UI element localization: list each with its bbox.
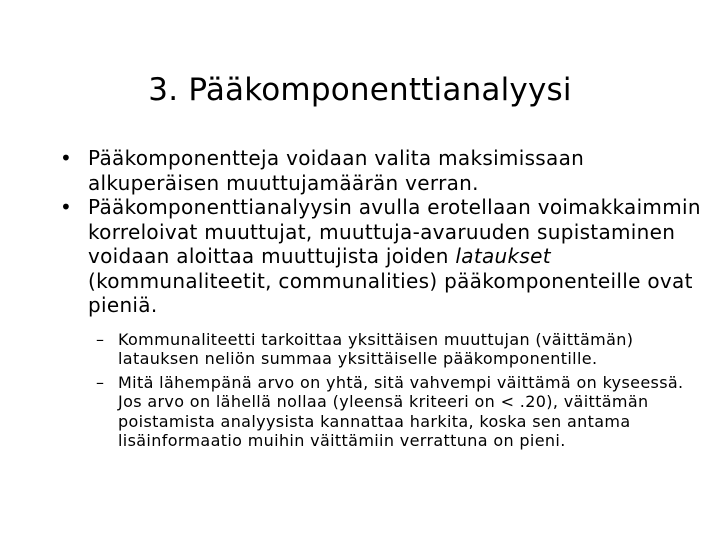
bullet-item-1: [58, 146, 708, 195]
bullet-text-1: Pääkomponentteja voidaan valita maksimissaan alkuperäisen muuttujamäärän verran.: [88, 146, 585, 195]
bullet-marker: •: [60, 195, 73, 219]
bullet-text-2-end: (kommunaliteetit, communalities) pääkomponenteille ovat pieniä.: [88, 268, 693, 317]
subbullet-item-1: [88, 330, 708, 369]
subbullet-text-2: Mitä lähempänä arvo on yhtä, sitä vahvempi väittämä on kyseessä. Jos arvo on lähellä nollaa (yleensä kriteeri on < .20), väittämän poistamista analyysista kannattaa harkita, koska sen antama lisäinformaatio muihin väittämiin verrattuna on pieni.: [118, 372, 684, 450]
bullet-marker: •: [60, 146, 73, 170]
bullet-text-2-emphasis: lataukset: [455, 244, 551, 268]
subbullet-list: [88, 330, 708, 451]
slide-title: 3. Pääkomponenttianalyysi: [148, 72, 572, 108]
bullet-text-2-start: Pääkomponenttianalyysin avulla erotellaan voimakkaimmin korreloivat muuttujat, muuttuja-avaruuden supistaminen voidaan aloittaa muuttujista joiden: [88, 195, 701, 268]
subbullet-marker: –: [96, 329, 105, 349]
subbullet-item-2: [88, 373, 708, 451]
subbullet-marker: –: [96, 372, 105, 392]
bullet-list: [58, 146, 708, 451]
subbullet-text-1: Kommunaliteetti tarkoittaa yksittäisen muuttujan (väittämän) latauksen neliön summaa yksittäiselle pääkomponentille.: [118, 329, 634, 368]
bullet-item-2: [58, 195, 708, 451]
